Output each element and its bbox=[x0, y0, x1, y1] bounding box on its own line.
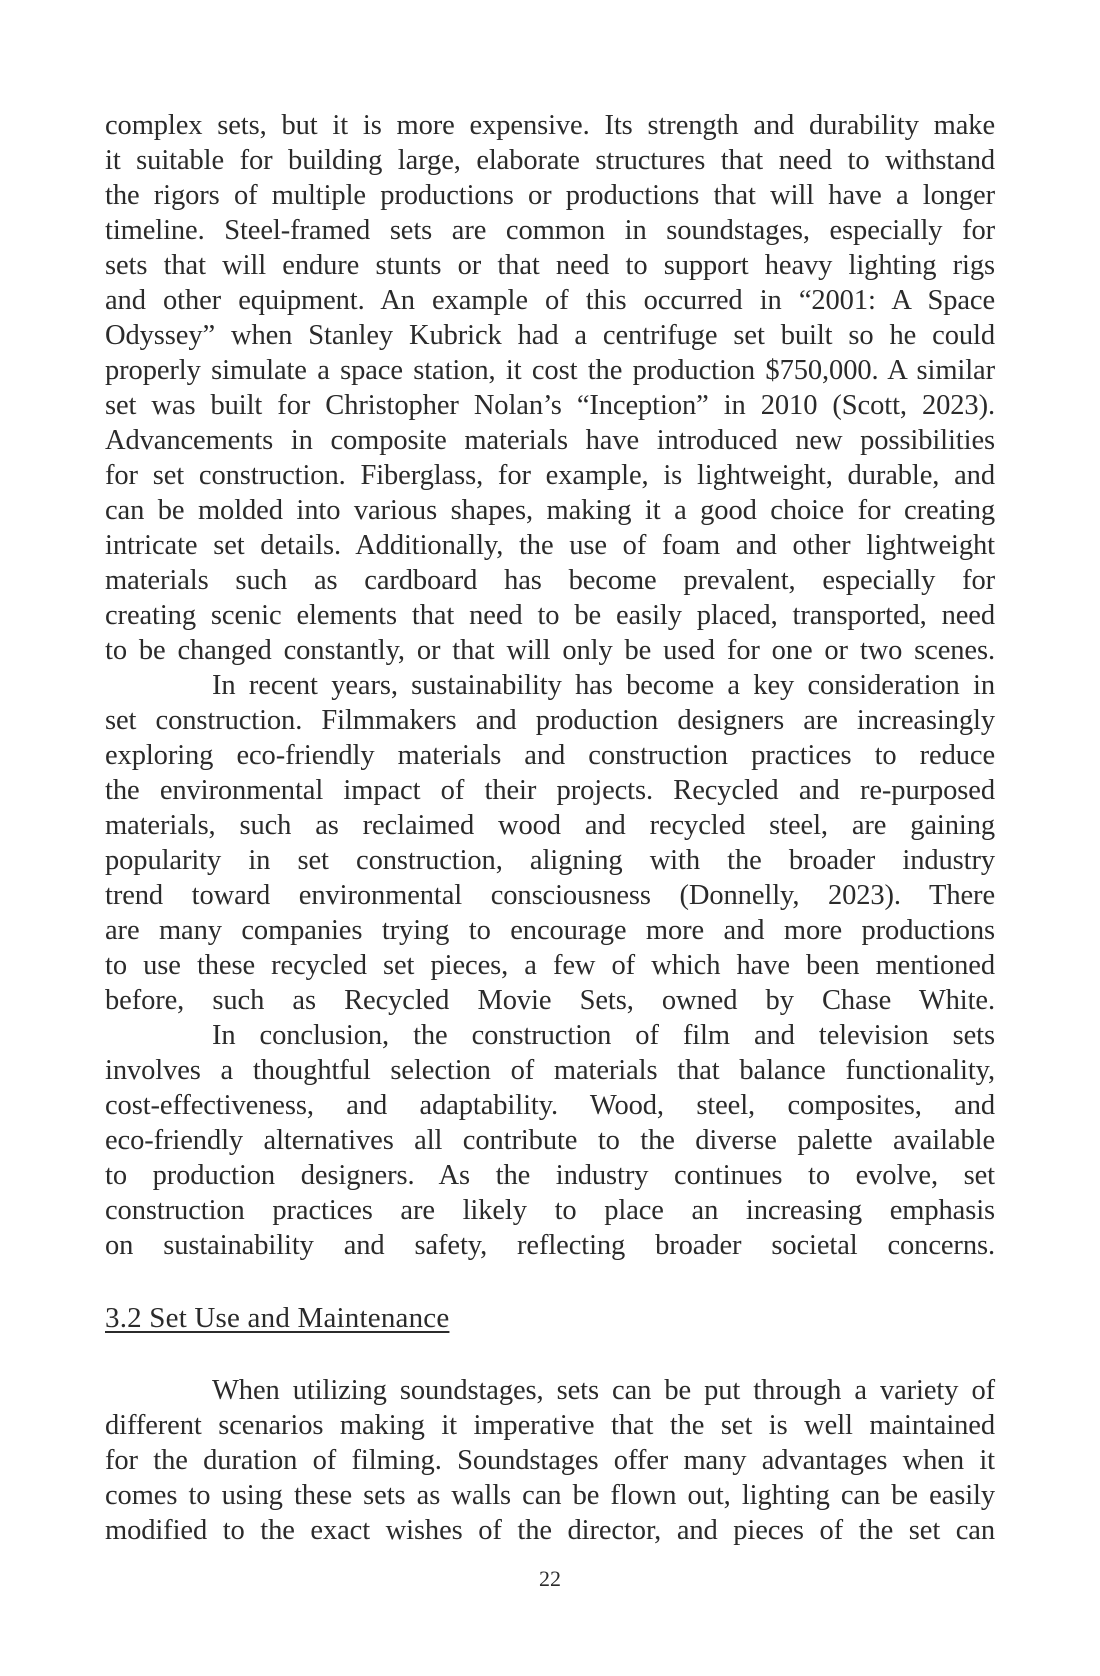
section-heading: 3.2 Set Use and Maintenance bbox=[105, 1302, 450, 1334]
text-line: to production designers. As the industry continues to evolve, set bbox=[105, 1160, 995, 1191]
body-text-section-3-2 bbox=[105, 1373, 995, 1548]
text-line: to be changed constantly, or that will only be used for one or two scenes. bbox=[105, 635, 995, 666]
text-line: Advancements in composite materials have introduced new possibilities bbox=[105, 425, 995, 456]
paragraph-conclusion bbox=[105, 1018, 995, 1263]
text-line: comes to using these sets as walls can be flown out, lighting can be easily bbox=[105, 1480, 995, 1511]
text-line: cost-effectiveness, and adaptability. Wood, steel, composites, and bbox=[105, 1090, 995, 1121]
text-line: materials, such as reclaimed wood and recycled steel, are gaining bbox=[105, 810, 995, 841]
text-line: creating scenic elements that need to be easily placed, transported, need bbox=[105, 600, 995, 631]
text-line: involves a thoughtful selection of materials that balance functionality, bbox=[105, 1055, 995, 1086]
body-text-section-3-1 bbox=[105, 108, 995, 1263]
text-line: the rigors of multiple productions or productions that will have a longer bbox=[105, 180, 995, 211]
text-line: construction practices are likely to place an increasing emphasis bbox=[105, 1195, 995, 1226]
text-line: intricate set details. Additionally, the use of foam and other lightweight bbox=[105, 530, 995, 561]
text-line: When utilizing soundstages, sets can be put through a variety of bbox=[212, 1375, 995, 1406]
paragraph-sustainability bbox=[105, 668, 995, 1018]
text-line: eco-friendly alternatives all contribute to the diverse palette available bbox=[105, 1125, 995, 1156]
paragraph-set-use bbox=[105, 1373, 995, 1548]
text-line: different scenarios making it imperative that the set is well maintained bbox=[105, 1410, 995, 1441]
text-line: materials such as cardboard has become prevalent, especially for bbox=[105, 565, 995, 596]
text-line: modified to the exact wishes of the director, and pieces of the set can bbox=[105, 1515, 995, 1546]
text-line: for the duration of filming. Soundstages offer many advantages when it bbox=[105, 1445, 995, 1476]
text-line: In conclusion, the construction of film and television sets bbox=[212, 1020, 995, 1051]
text-line: to use these recycled set pieces, a few of which have been mentioned bbox=[105, 950, 995, 981]
text-line: set construction. Filmmakers and production designers are increasingly bbox=[105, 705, 995, 736]
text-line: sets that will endure stunts or that need to support heavy lighting rigs bbox=[105, 250, 995, 281]
text-line: set was built for Christopher Nolan’s “Inception” in 2010 (Scott, 2023). bbox=[105, 390, 995, 421]
paragraph-set-materials bbox=[105, 108, 995, 668]
text-line: and other equipment. An example of this occurred in “2001: A Space bbox=[105, 285, 995, 316]
text-line: exploring eco-friendly materials and construction practices to reduce bbox=[105, 740, 995, 771]
text-line: for set construction. Fiberglass, for example, is lightweight, durable, and bbox=[105, 460, 995, 491]
page-number: 22 bbox=[539, 1566, 561, 1591]
text-line: complex sets, but it is more expensive. Its strength and durability make bbox=[105, 110, 995, 141]
text-line: properly simulate a space station, it cost the production $750,000. A similar bbox=[105, 355, 995, 386]
text-line: Odyssey” when Stanley Kubrick had a centrifuge set built so he could bbox=[105, 320, 995, 351]
text-line: it suitable for building large, elaborate structures that need to withstand bbox=[105, 145, 995, 176]
text-line: popularity in set construction, aligning with the broader industry bbox=[105, 845, 995, 876]
text-line: In recent years, sustainability has become a key consideration in bbox=[212, 670, 995, 701]
text-line: the environmental impact of their projects. Recycled and re-purposed bbox=[105, 775, 995, 806]
text-line: are many companies trying to encourage more and more productions bbox=[105, 915, 995, 946]
text-line: on sustainability and safety, reflecting broader societal concerns. bbox=[105, 1230, 995, 1261]
text-line: timeline. Steel-framed sets are common in soundstages, especially for bbox=[105, 215, 995, 246]
text-line: trend toward environmental consciousness (Donnelly, 2023). There bbox=[105, 880, 995, 911]
text-line: before, such as Recycled Movie Sets, owned by Chase White. bbox=[105, 985, 995, 1016]
text-line: can be molded into various shapes, making it a good choice for creating bbox=[105, 495, 995, 526]
